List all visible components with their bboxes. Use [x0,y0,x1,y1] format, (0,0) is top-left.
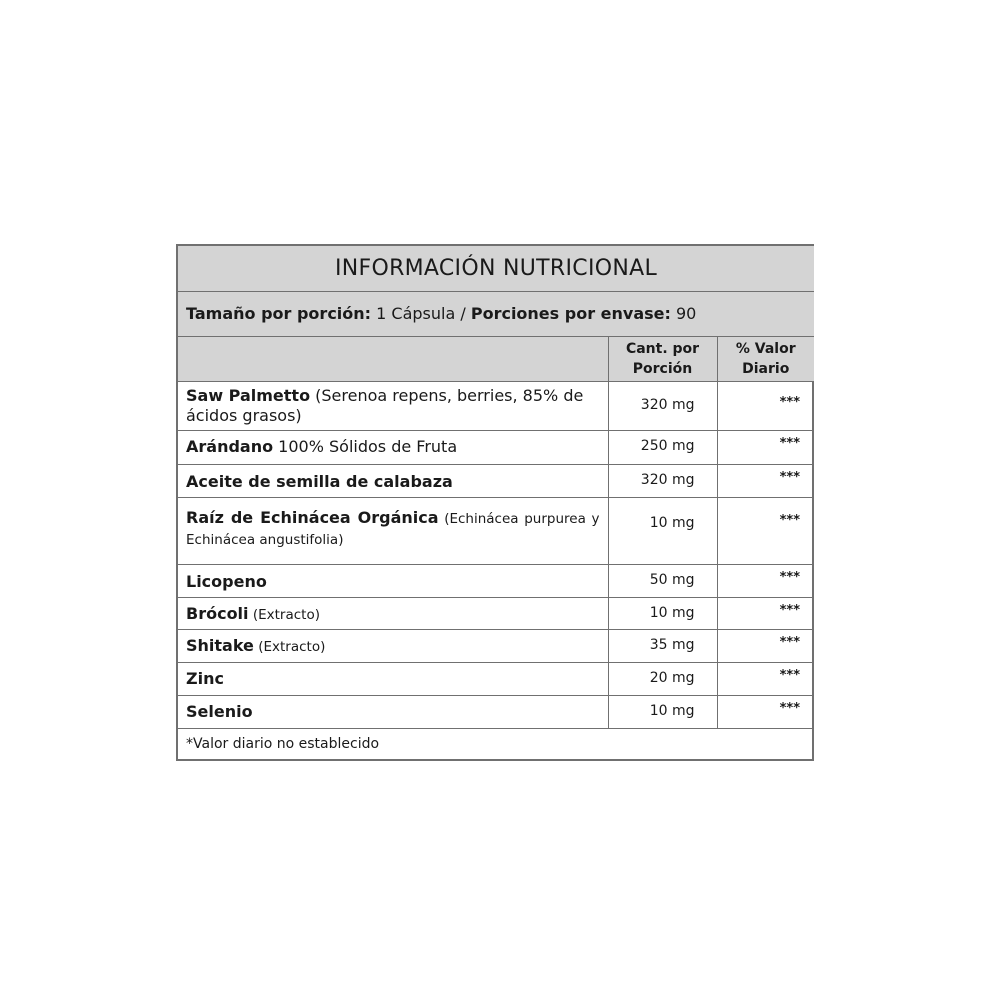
amount-header: Cant. por Porción [608,336,717,381]
ingredient-daily-value: *** [717,597,814,629]
ingredient-amount: 10 mg [608,497,717,564]
ingredient-amount: 320 mg [608,464,717,497]
ingredient-daily-value: *** [717,430,814,464]
ingredient-amount: 250 mg [608,430,717,464]
table-row [178,381,814,430]
ingredient-amount: 35 mg [608,629,717,662]
table-row [178,430,814,464]
serving-size-value: 1 Cápsula / [371,304,471,323]
ingredient-name: Zinc [178,662,608,695]
table-row [178,464,814,497]
ingredient-amount: 20 mg [608,662,717,695]
table-row [178,564,814,597]
servings-per-container-label: Porciones por envase: [470,304,671,323]
ingredient-amount: 320 mg [608,381,717,430]
ingredient-name: Shitake (Extracto) [178,629,608,662]
table-row [178,629,814,662]
footnote: *Valor diario no establecido [178,728,814,759]
ingredient-name: Saw Palmetto (Serenoa repens, berries, 85% de ácidos grasos) [178,381,608,430]
table-row [178,662,814,695]
table-row [178,497,814,564]
ingredient-daily-value: *** [717,464,814,497]
ingredient-name: Arándano 100% Sólidos de Fruta [178,430,608,464]
ingredient-name: Raíz de Echinácea Orgánica (Echinácea purpurea y Echinácea angustifolia) [178,497,608,564]
serving-size-label: Tamaño por porción: [186,304,372,323]
ingredient-name: Selenio [178,695,608,728]
ingredient-header [178,336,608,381]
servings-per-container-value: 90 [670,304,697,323]
nutrition-facts-panel [176,244,814,761]
ingredient-amount: 50 mg [608,564,717,597]
ingredient-name: Brócoli (Extracto) [178,597,608,629]
daily-value-header: % Valor Diario [717,336,814,381]
ingredient-amount: 10 mg [608,597,717,629]
table-row [178,597,814,629]
ingredient-daily-value: *** [717,381,814,430]
ingredient-amount: 10 mg [608,695,717,728]
ingredient-name: Licopeno [178,564,608,597]
ingredient-daily-value: *** [717,497,814,564]
serving-info [178,291,814,336]
panel-title: INFORMACIÓN NUTRICIONAL [178,246,814,291]
ingredient-daily-value: *** [717,564,814,597]
ingredient-daily-value: *** [717,695,814,728]
table-row [178,695,814,728]
ingredient-daily-value: *** [717,629,814,662]
ingredient-name: Aceite de semilla de calabaza [178,464,608,497]
nutrition-table [178,246,814,759]
ingredient-daily-value: *** [717,662,814,695]
